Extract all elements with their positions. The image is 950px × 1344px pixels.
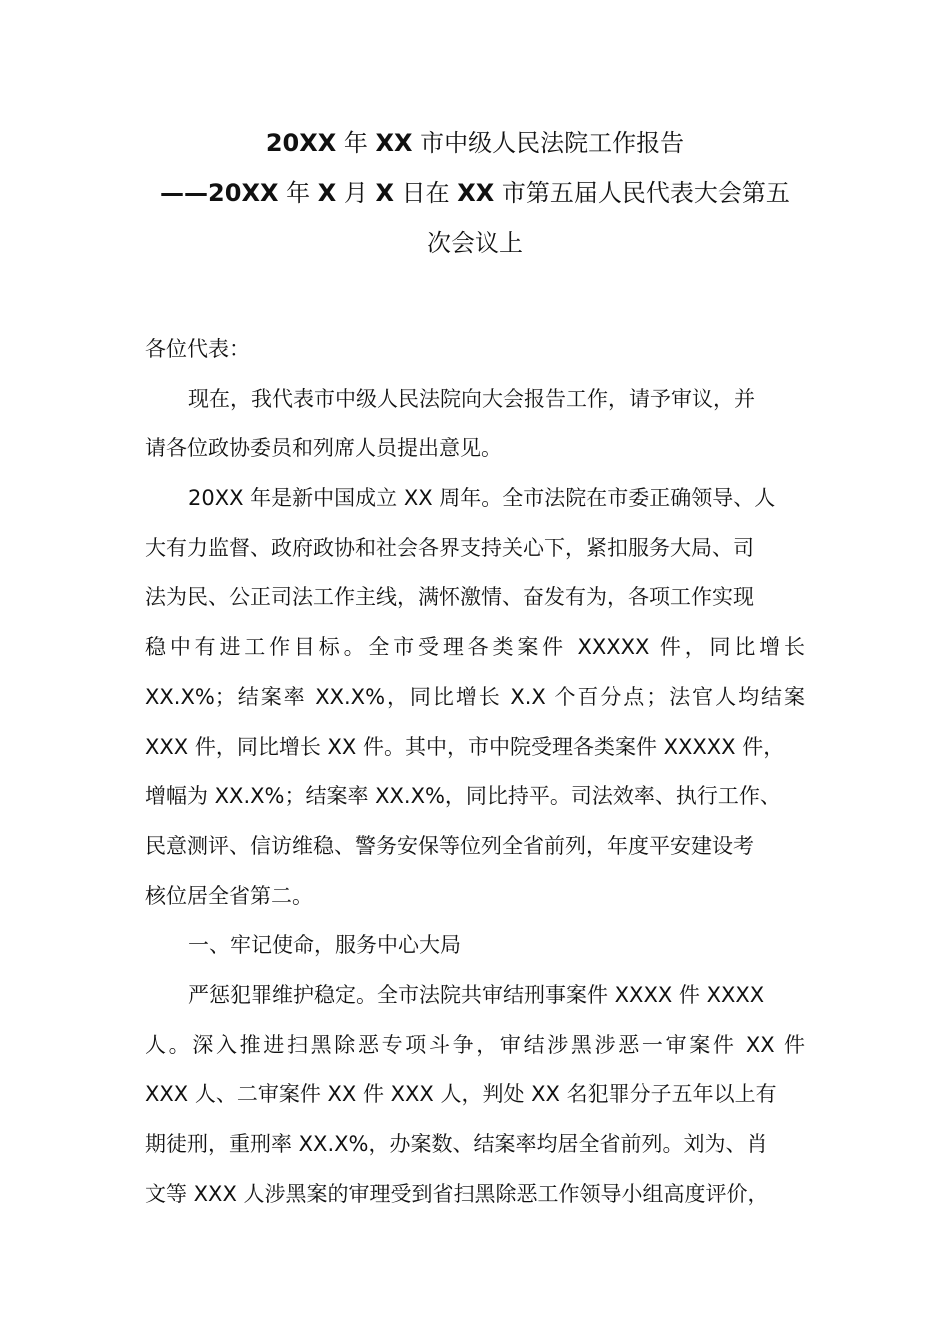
section-heading: 一、牢记使命，服务中心大局: [188, 933, 461, 958]
paragraph-line: 核位居全省第二。: [145, 883, 313, 908]
title-line-2: ——20XX 年 X 月 X 日在 XX 市第五届人民代表大会第五: [160, 179, 790, 207]
paragraph-line: XXX 件，同比增长 XX 件。其中，市中院受理各类案件 XXXXX 件，: [145, 734, 785, 759]
document-title: [120, 118, 830, 268]
title-line-3: 次会议上: [427, 229, 523, 257]
paragraph-line: 严惩犯罪维护稳定。全市法院共审结刑事案件 XXXX 件 XXXX: [188, 982, 765, 1007]
paragraph-line: 文等 XXX 人涉黑案的审理受到省扫黑除恶工作领导小组高度评价，: [145, 1181, 769, 1206]
paragraph-line: 请各位政协委员和列席人员提出意见。: [145, 436, 502, 461]
salutation: 各位代表：: [145, 337, 250, 361]
paragraph-line: 20XX 年是新中国成立 XX 周年。全市法院在市委正确领导、人: [188, 486, 776, 511]
paragraph-line: 民意测评、信访维稳、警务安保等位列全省前列，年度平安建设考: [145, 833, 754, 858]
paragraph-line: XXX 人、二审案件 XX 件 XXX 人，判处 XX 名犯罪分子五年以上有: [145, 1082, 777, 1107]
paragraph-line: 人。深入推进扫黑除恶专项斗争，审结涉黑涉恶一审案件 XX 件: [145, 1032, 805, 1057]
paragraph-line: 期徒刑，重刑率 XX.X%，办案数、结案率均居全省前列。刘为、肖: [145, 1132, 768, 1156]
title-line-1: 20XX 年 XX 市中级人民法院工作报告: [265, 129, 685, 157]
paragraph-line: 大有力监督、政府政协和社会各界支持关心下，紧扣服务大局、司: [145, 535, 754, 560]
document-body: [145, 325, 835, 1219]
paragraph-line: 增幅为 XX.X%；结案率 XX.X%，同比持平。司法效率、执行工作、: [145, 784, 781, 809]
paragraph-line: 现在，我代表市中级人民法院向大会报告工作，请予审议，并: [188, 386, 755, 411]
paragraph-line: XX.X%；结案率 XX.X%，同比增长 X.X 个百分点；法官人均结案: [145, 684, 805, 709]
paragraph-line: 稳中有进工作目标。全市受理各类案件 XXXXX 件，同比增长: [145, 635, 805, 660]
paragraph-line: 法为民、公正司法工作主线，满怀激情、奋发有为，各项工作实现: [145, 585, 754, 610]
